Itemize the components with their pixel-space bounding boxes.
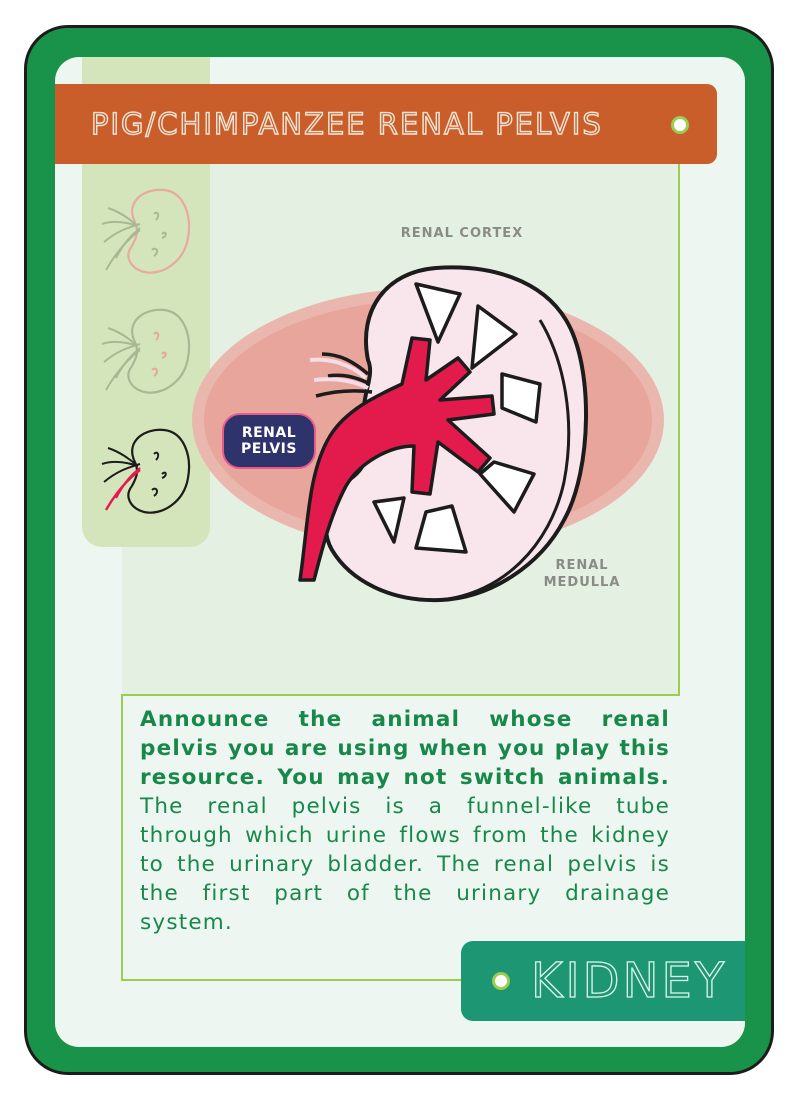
connector-line-left <box>121 694 123 981</box>
card-title: PIG/CHIMPANZEE RENAL PELVIS <box>91 107 603 141</box>
kidney-cortex-icon <box>96 180 196 280</box>
title-banner <box>55 84 717 164</box>
connector-line-tab <box>121 979 501 981</box>
connector-line-bottom <box>122 694 680 696</box>
label-renal-pelvis-line2: PELVIS <box>241 441 297 457</box>
card-description <box>140 705 670 937</box>
description-rule: Announce the animal whose renal pelvis you are using when you play this resource. You may not switch animals. <box>140 707 670 790</box>
label-renal-medulla-line1: RENAL <box>555 558 609 573</box>
label-renal-pelvis <box>222 413 316 469</box>
title-connector-dot <box>671 116 689 134</box>
description-body: The renal pelvis is a funnel-like tube through which urine flows from the kidney to the urinary bladder. The renal pelvis is the first part of the urinary drainage system. <box>140 794 670 935</box>
label-renal-pelvis-line1: RENAL <box>241 425 297 441</box>
kidney-medulla-icon <box>96 300 196 400</box>
kidney-pelvis-icon <box>96 420 196 520</box>
label-renal-medulla-line2: MEDULLA <box>543 575 621 590</box>
category-connector-dot <box>492 972 510 990</box>
category-label: KIDNEY <box>531 953 728 1009</box>
label-renal-cortex: RENAL CORTEX <box>400 226 524 241</box>
